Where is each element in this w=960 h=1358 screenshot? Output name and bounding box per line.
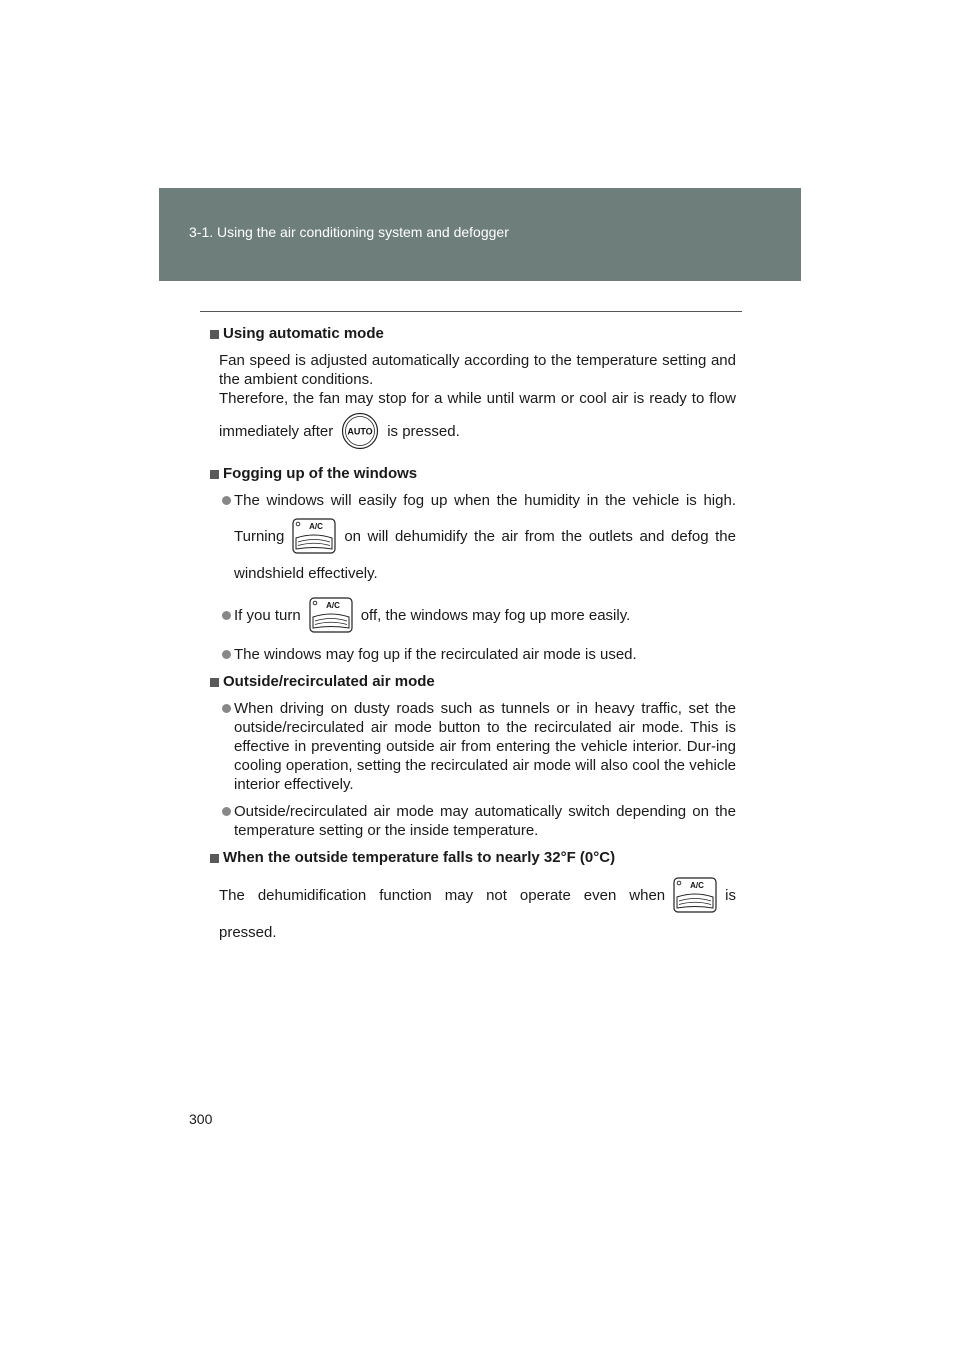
round-bullet-icon [222, 650, 231, 659]
round-bullet-icon [222, 611, 231, 620]
paragraph: Therefore, the fan may stop for a while until warm or cool air is ready to flow [219, 390, 736, 407]
section-heading: When the outside temperature falls to nearly 32°F (0°C) [223, 849, 616, 866]
square-bullet-icon [210, 678, 219, 687]
auto-icon-label: AUTO [347, 426, 373, 437]
list-item: The windows may fog up if the recirculated air mode is used. [222, 645, 736, 664]
list-item: When driving on dusty roads such as tunnels or in heavy traffic, set the outside/recirculated air mode button to the recirculated air mode. This is effective in preventing outside air from entering the vehicle interior. Dur-ing cooling operation, setting the recirculated air mode will also cool the vehicle interior effectively. [222, 699, 736, 794]
section-title: 3-1. Using the air conditioning system and defogger [189, 224, 509, 240]
section-heading: Fogging up of the windows [223, 465, 418, 482]
list-item: Outside/recirculated air mode may automatically switch depending on the temperature setting or the inside temperature. [222, 802, 736, 840]
divider-rule [200, 311, 742, 312]
list-item: If you turn A/C off, the windows may fog up more easily. [222, 597, 736, 633]
ac-button-icon [673, 877, 717, 913]
section-heading: Using automatic mode [223, 325, 384, 342]
page-number: 300 [189, 1111, 213, 1127]
round-bullet-icon [222, 807, 231, 816]
round-bullet-icon [222, 496, 231, 505]
ac-button-icon [292, 518, 336, 554]
section-low-temperature: When the outside temperature falls to nearly 32°F (0°C) The dehumidification function may not operate even when A/C is pressed. [210, 848, 736, 942]
ac-icon-label: A/C [309, 522, 324, 531]
page-content [210, 324, 736, 950]
section-automatic-mode [210, 324, 736, 450]
auto-button-icon [341, 412, 379, 450]
ac-icon-label: A/C [325, 601, 340, 610]
paragraph: Fan speed is adjusted automatically according to the temperature setting and the ambient conditions. [219, 352, 736, 388]
round-bullet-icon [222, 704, 231, 713]
paragraph-fragment: is pressed. [387, 422, 460, 440]
square-bullet-icon [210, 470, 219, 479]
section-recirculated-air [210, 672, 736, 840]
ac-icon-label: A/C [690, 881, 705, 890]
paragraph-fragment: immediately after [219, 422, 334, 440]
list-item: The windows will easily fog up when the humidity in the vehicle is high. Turning A/C on will dehumidify the air from the outlets and defog the windshield effectively. [222, 491, 736, 583]
section-fogging [210, 464, 736, 664]
square-bullet-icon [210, 854, 219, 863]
ac-button-icon [309, 597, 353, 633]
square-bullet-icon [210, 330, 219, 339]
section-heading: Outside/recirculated air mode [223, 673, 435, 690]
